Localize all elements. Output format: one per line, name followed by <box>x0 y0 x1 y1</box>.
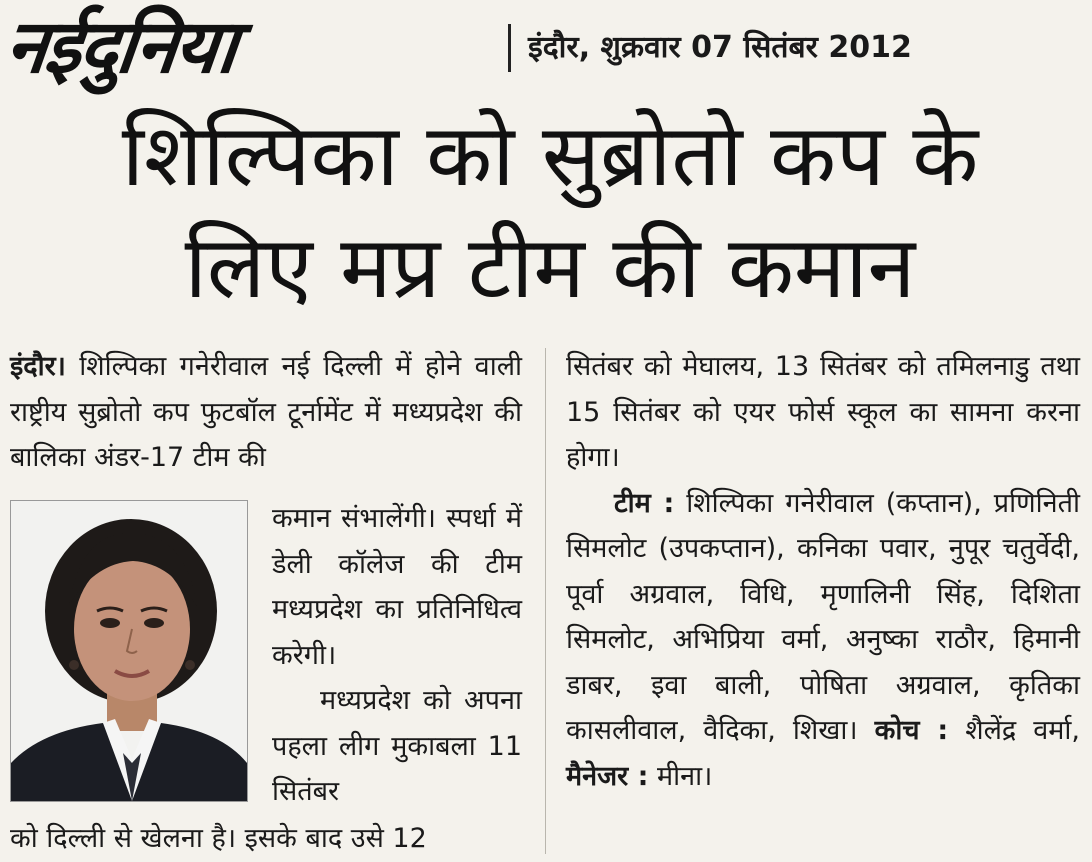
article-text-side-1: कमान संभालेंगी। स्पर्धा में डेली कॉलेज की टीम मध्यप्रदेश का प्रतिनिधित्व करेगी। <box>272 503 522 671</box>
masthead <box>1 4 240 90</box>
team-list: शिल्पिका गनेरीवाल (कप्तान), प्रणिनिती सिमलोट (उपकप्तान), कनिका पवार, नुपूर चतुर्वेदी, पूर्वा अग्रवाल, विधि, मृणालिनी सिंह, दिशिता सिमलोट, अभिप्रिया वर्मा, अनुष्का राठौर, हिमानी डाबर, इवा बाली, पोषिता अग्रवाल, कृतिका कासलीवाल, वैदिका, शिखा। <box>566 487 1080 746</box>
article-headline <box>10 100 1090 324</box>
coach-label: कोच : <box>874 715 949 746</box>
column-divider <box>545 348 546 854</box>
article-column-left-bottom <box>10 816 522 862</box>
article-column-right <box>566 344 1080 799</box>
manager-name: मीना। <box>657 760 713 792</box>
portrait-photo-icon <box>11 501 247 801</box>
article-text-side-2: मध्यप्रदेश को अपना पहला लीग मुकाबला 11 सितंबर <box>272 685 522 807</box>
headline-line-1: शिल्पिका को सुब्रोतो कप के <box>121 106 979 206</box>
masthead-divider <box>508 24 511 72</box>
coach-name: शैलेंद्र वर्मा, <box>965 715 1080 746</box>
newspaper-logo: नईदुनिया <box>1 4 240 90</box>
masthead-dateline: इंदौर, शुक्रवार 07 सितंबर 2012 <box>528 30 912 65</box>
article-text-bottom: को दिल्ली से खेलना है। इसके बाद उसे 12 <box>10 823 427 854</box>
headline-line-2: लिए मप्र टीम की कमान <box>184 218 916 318</box>
article-dateline: इंदौर। <box>10 351 66 382</box>
manager-label: मैनेजर : <box>566 760 649 792</box>
team-label: टीम : <box>614 487 675 519</box>
article-text-intro: शिल्पिका गनेरीवाल नई दिल्ली में होने वाली राष्ट्रीय सुब्रोतो कप फुटबॉल टूर्नामेंट में मध्यप्रदेश की बालिका अंडर-17 टीम की <box>10 351 522 473</box>
article-column-left-side <box>272 496 522 815</box>
article-text-schedule: सितंबर को मेघालय, 13 सितंबर को तमिलनाडु तथा 15 सितंबर को एयर फोर्स स्कूल का सामना करना होगा। <box>566 351 1080 473</box>
article-column-left-top <box>10 344 522 481</box>
player-photo <box>10 500 248 802</box>
